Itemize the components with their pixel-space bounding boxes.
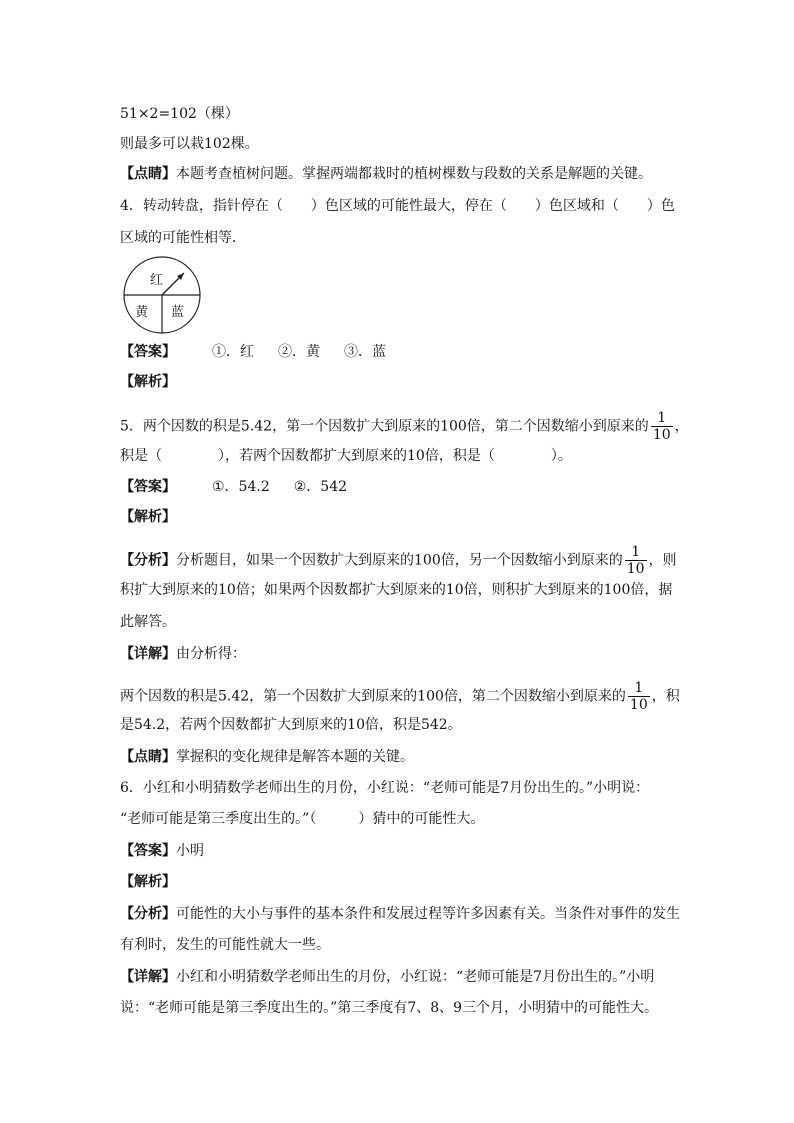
detail-end: ，积 [651, 688, 680, 705]
q4-answer [120, 342, 386, 362]
comment-tag: 【点睛】 [120, 166, 176, 182]
q6-detail-line2: 说：“老师可能是第三季度出生的。”第三季度有7、8、9三个月，小明猜中的可能性大。 [120, 1000, 659, 1016]
spinner-label-red: 红 [150, 273, 164, 288]
comment-text: 掌握积的变化规律是解答本题的关键。 [176, 749, 414, 765]
q5-question-line2: 积是（ ），若两个因数都扩大到原来的10倍，积是（ ）。 [120, 448, 572, 464]
detail-tag: 【详解】 [120, 646, 176, 662]
calc-line: 51×2=102（棵） [120, 106, 239, 122]
answer-item-2: ②．黄 [278, 344, 320, 360]
q5-analysis-tag: 【解析】 [120, 509, 176, 525]
q5-fenxi-line1 [120, 544, 677, 577]
answer-item-3: ③．蓝 [344, 344, 386, 360]
answer-tag: 【答案】 [120, 843, 176, 859]
q5-detail-line3: 是54.2，若两个因数都扩大到原来的10倍，积是542。 [120, 717, 462, 733]
q6-question-line2: “老师可能是第三季度出生的。”（ ）猜中的可能性大。 [120, 811, 485, 827]
fraction-one-tenth [628, 680, 650, 713]
fraction-one-tenth [625, 544, 647, 577]
q5-question-end: ， [674, 418, 689, 435]
fenxi-tag: 【分析】 [120, 552, 176, 569]
q3-comment [120, 164, 652, 184]
detail-text: 小红和小明猜数学老师出生的月份，小红说：“老师可能是7月份出生的。”小明 [176, 969, 655, 985]
q6-analysis-tag: 【解析】 [120, 874, 176, 890]
fenxi-text: 分析题目，如果一个因数扩大到原来的100倍，另一个因数缩小到原来的 [176, 552, 623, 569]
fenxi-end: ，则 [648, 552, 677, 569]
q6-detail-line1 [120, 967, 654, 987]
answer-item-1: ①．红 [212, 344, 254, 360]
conclusion-line: 则最多可以栽102棵。 [120, 136, 259, 152]
q5-detail-line2 [120, 680, 680, 713]
fraction-denominator: 10 [626, 561, 645, 577]
q5-comment [120, 747, 414, 767]
fenxi-tag: 【分析】 [120, 906, 176, 922]
detail-tag: 【详解】 [120, 969, 176, 985]
q4-analysis-tag: 【解析】 [120, 374, 176, 390]
fraction-denominator: 10 [629, 697, 648, 713]
q6-fenxi-line1 [120, 904, 680, 924]
q5-answer [120, 477, 347, 497]
q6-answer [120, 841, 204, 861]
spinner-label-blue: 蓝 [171, 305, 185, 320]
spinner-label-yellow: 黄 [135, 305, 149, 320]
fraction-numerator: 1 [631, 544, 641, 560]
q5-fenxi-line3: 此解答。 [120, 614, 176, 630]
fraction-numerator: 1 [657, 410, 667, 426]
q5-detail-line1 [120, 644, 246, 664]
fraction-numerator: 1 [634, 680, 644, 696]
q4-question-line2: 区域的可能性相等． [120, 230, 246, 246]
q5-fenxi-line2: 积扩大到原来的10倍；如果两个因数都扩大到原来的10倍，则积扩大到原来的100倍，据 [120, 582, 673, 598]
fenxi-text: 可能性的大小与事件的基本条件和发展过程等许多因素有关。当条件对事件的发生 [176, 906, 680, 922]
comment-tag: 【点睛】 [120, 749, 176, 765]
detail-text: 由分析得： [176, 646, 246, 662]
fraction-one-tenth [651, 410, 673, 443]
spinner-figure [118, 254, 208, 336]
q6-question-line1: 6．小红和小明猜数学老师出生的月份，小红说：“老师可能是7月份出生的。”小明说： [120, 780, 650, 796]
q6-fenxi-line2: 有利时，发生的可能性就大一些。 [120, 937, 330, 953]
detail-text: 两个因数的积是5.42，第一个因数扩大到原来的100倍，第二个因数缩小到原来的 [120, 688, 626, 705]
answer-item-1: ①．54.2 [212, 479, 270, 495]
answer-tag: 【答案】 [120, 344, 176, 360]
q5-question-line1 [120, 410, 689, 443]
answer-item-2: ②．542 [293, 479, 348, 495]
q4-question-line1: 4．转动转盘，指针停在（ ）色区域的可能性最大，停在（ ）色区域和（ ）色 [120, 198, 675, 214]
answer-tag: 【答案】 [120, 479, 176, 495]
comment-text: 本题考查植树问题。掌握两端都栽时的植树棵数与段数的关系是解题的关键。 [176, 166, 652, 182]
answer-text: 小明 [176, 843, 204, 859]
fraction-denominator: 10 [652, 427, 671, 443]
q5-question-text: 5．两个因数的积是5.42，第一个因数扩大到原来的100倍，第二个因数缩小到原来的 [120, 418, 649, 435]
